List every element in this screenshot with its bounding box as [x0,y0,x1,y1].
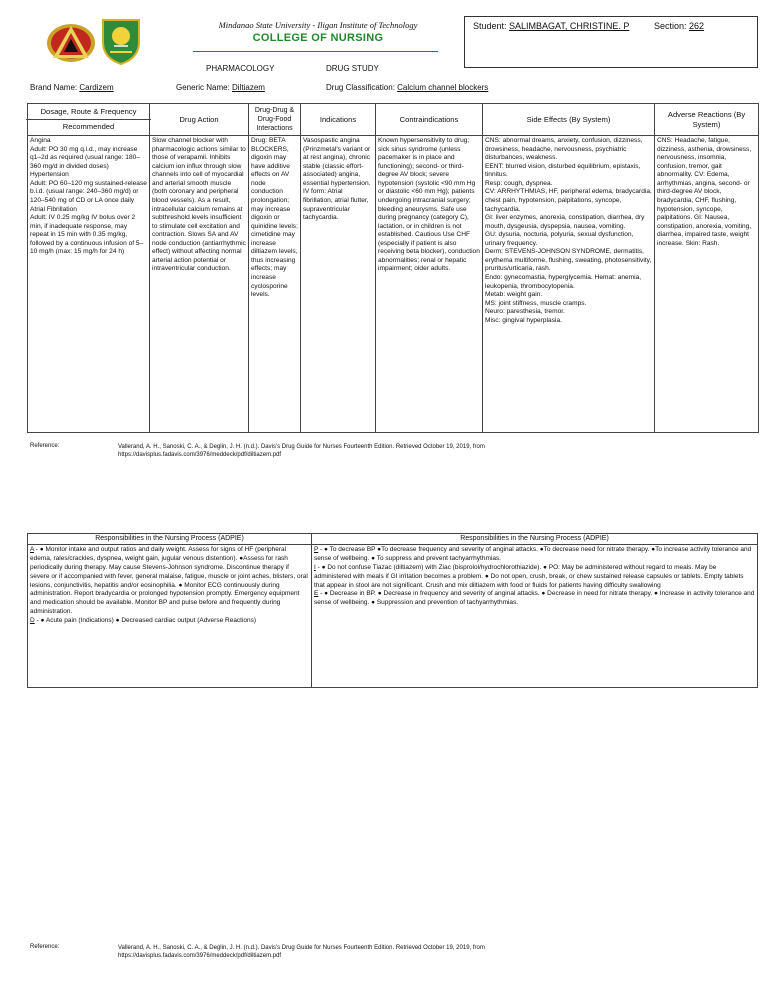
reference-text-bottom: Vallerand, A. H., Sanoski, C. A., & Deglin, J. H. (n.d.). Davis's Drug Guide for Nurses Fourteenth Edition. Retrieved October 19, 2019, from https://davisplus.fadavis.com/3976/meddeck/pdf/diltiazem.pdf [118,945,485,960]
adpie-evaluation: E - ● Decrease in BP. ● Decrease in frequency and severity of anginal attacks. ● Decrease in need for nitrate therapy. ● Increase in activity tolerance and sense of wellbeing. ● Suppression and prevention of tachyarrhythmias. [314,590,755,607]
recommended-subheader: Recommended [26,119,151,132]
student-box [464,16,758,68]
college-of-nursing-logo [100,16,142,66]
generic-value: Diltiazem [232,83,265,92]
adpie-header-right: Responsibilities in the Nursing Process (ADPIE) [312,534,757,545]
contraindications-header: Contraindications [376,104,483,136]
indications-cell: Vasospastic angina (Prinzmetal's variant or at rest angina), chronic stable (classic effort-associated) angina, essential hypertension. IV form: Atrial fibrillation, atrial flutter, supraventricular tachycardia. [301,136,376,433]
pharmacology-label: PHARMACOLOGY [206,64,275,73]
reference-label-bottom: Reference: [30,944,60,950]
student-label: Student: [473,21,507,31]
indications-header: Indications [301,104,376,136]
adpie-header-left: Responsibilities in the Nursing Process (ADPIE) [28,534,311,545]
section-value: 262 [689,21,705,31]
drug-study-table [27,103,759,433]
side-effects-cell: CNS: abnormal dreams, anxiety, confusion, dizziness, drowsiness, headache, nervousness, psychiatric disturbances, weakness. EENT: blurred vision, disturbed equilibrium, epistaxis, tinnitus. Resp: cough, dyspnea. CV: ARRHYTHMIAS, HF, peripheral edema, bradycardia, chest pain, hypotension, palpitations, syncope, tachycardia. GI: liver enzymes, anorexia, constipation, diarrhea, dry mouth, dysgeusia, dyspepsia, nausea, vomiting. GU: dysuria, nocturia, polyuria, sexual dysfunction, urinary frequency. Derm: STEVENS-JOHNSON SYNDROME, dermatitis, erythema multiforme, flushing, sweating, photosensitivity, pruritus/urticaria, rash. Endo: gynecomastia, hyperglycemia. Hemat: anemia, leukopenia, thrombocytopenia. Metab: weight gain. MS: joint stiffness, muscle cramps. Neuro: paresthesia, tremor. Misc: gingival hyperplasia. [483,136,655,433]
msu-iit-logo [46,22,96,64]
adpie-table [27,533,758,688]
adverse-reactions-header: Adverse Reactions (By System) [655,104,759,136]
brand-value: Cardizem [79,83,114,92]
classification-value: Calcium channel blockers [397,83,489,92]
adverse-reactions-cell: CNS: Headache, fatigue, dizziness, asthenia, drowsiness, nervousness, insomnia, confusion, tremor, gait abnormality. CV: Edema, arrhythmias, angina, second- or third-degree AV block, bradycardia, CHF, flushing, hypotension, syncope, palpitations. GI: Nausea, constipation, anorexia, vomiting, diarrhea, impaired taste, weight increase. Skin: Rash. [655,136,759,433]
adpie-planning: P - ● To decrease BP ●To decrease frequency and severity of anginal attacks. ●To decrease need for nitrate therapy. ●To increase activity tolerance and sense of wellbeing. ● To suppress and prevent tachyarrhythmias. [314,546,752,563]
reference-label: Reference: [30,443,60,449]
adpie-implementation: I - ● Do not confuse Tiazac (diltiazem) with Ziac (bisprolol/hydrochlorothiazide). ● PO: May be administered without regard to meals. May be administered with meals if GI irritation becomes a problem. ● Do not open, crush, break, or chew sustained release capsules or tablets. Empty tablets that appear in stool are not significant. Crush and mix diltiazem with food or fluids for patients having difficulty swallowing [314,563,744,589]
classification-label: Drug Classification: [326,83,395,92]
reference-url[interactable]: https://davisplus.fadavis.com/3976/meddeck/pdf/diltiazem.pdf [118,452,282,459]
generic-label: Generic Name: [176,83,230,92]
university-name: Mindanao State University - Iligan Institute of Technology [218,20,418,30]
generic-name-field [176,83,265,92]
contraindications-cell: Known hypersensitivity to drug; sick sinus syndrome (unless pacemaker is in place and functioning); second- or third-degree AV block; severe hypotension (systolic <90 mm Hg or diastolic <60 mm Hg); patients undergoing intracranial surgery; bleeding aneurysms. Safe use during pregnancy (category C), lactation, or in children is not established. Cautious Use CHF (especially if patient is also receiving beta blocker), conduction abnormalities; renal or hepatic impairment; older adults. [376,136,483,433]
adpie-left-column [28,534,312,687]
student-name: SALIMBAGAT, CHRISTINE. P [509,21,630,31]
drug-action-header: Drug Action [150,104,249,136]
dosage-cell: Angina Adult: PO 30 mg q.i.d., may increase q1–2d as required (usual range: 180–360 mg/d in divided doses) Hypertension Adult: PO 60–120 mg sustained-release b.i.d. (usual range: 240–360 mg/d) or 120–540 mg of CD or LA once daily Atrial Fibrillation Adult: IV 0.25 mg/kg IV bolus over 2 min, if inadequate response, may repeat in 15 min with 0.35 mg/kg, followed by a continuous infusion of 5–10 mg/h (max: 15 mg/h for 24 h) [28,136,150,433]
adpie-assessment: A - ● Monitor intake and output ratios and daily weight. Assess for signs of HF (peripheral edema, rales/crackles, dyspnea, weight gain, jugular venous distention). ●Assess for rash periodically during therapy. May cause Stevens-Johnson syndrome. Discontinue therapy if severe or if accompanied with fever, general malaise, fatigue, muscle or joint aches, blisters, oral lesions, conjunctivitis, hepatitis and/or eosinophilia. ● Monitor ECG continuously during administration. Report bradycardia or prolonged hypotension promptly. Emergency equipment and medication should be available. Monitor BP and pulse before and frequently during administration. [30,546,308,615]
interactions-header: Drug-Drug & Drug-Food Interactions [249,104,301,136]
adpie-right-column [312,534,757,687]
brand-name-field [30,83,114,92]
interactions-cell: Drug: BETA BLOCKERS, digoxin may have additive effects on AV node conduction prolongation; may increase digoxin or quinidine levels; cimetidine may increase diltiazem levels, thus increasing effects; may increase cyclosporine levels. [249,136,301,433]
reference-url-bottom[interactable]: https://davisplus.fadavis.com/3976/meddeck/pdf/diltiazem.pdf [118,953,282,960]
adpie-diagnosis: D - ● Acute pain (Indications) ● Decreased cardiac output (Adverse Reactions) [30,616,257,624]
section-field [654,21,704,31]
header-divider [193,51,438,52]
college-name: COLLEGE OF NURSING [252,32,384,44]
reference-text: Vallerand, A. H., Sanoski, C. A., & Deglin, J. H. (n.d.). Davis's Drug Guide for Nurses Fourteenth Edition. Retrieved October 19, 2019, from https://davisplus.fadavis.com/3976/meddeck/pdf/diltiazem.pdf [118,444,485,459]
drug-study-label: DRUG STUDY [326,64,379,73]
brand-label: Brand Name: [30,83,78,92]
section-label: Section: [654,21,687,31]
side-effects-header: Side Effects (By System) [483,104,655,136]
drug-classification-field [326,83,488,92]
drug-action-cell: Slow channel blocker with pharmacologic actions similar to those of verapamil. Inhibits calcium ion influx through slow channels into cell of myocardial and arterial smooth muscle (both coronary and peripheral blood vessels). As a result, intracellular calcium remains at subthreshold levels insufficient to stimulate cell excitation and contraction. Slows SA and AV node conduction (antiarrhythmic effect) without affecting normal arterial action potential or intraventricular conduction. [150,136,249,433]
dosage-header: Dosage, Route & Frequency Recommended [28,104,150,136]
